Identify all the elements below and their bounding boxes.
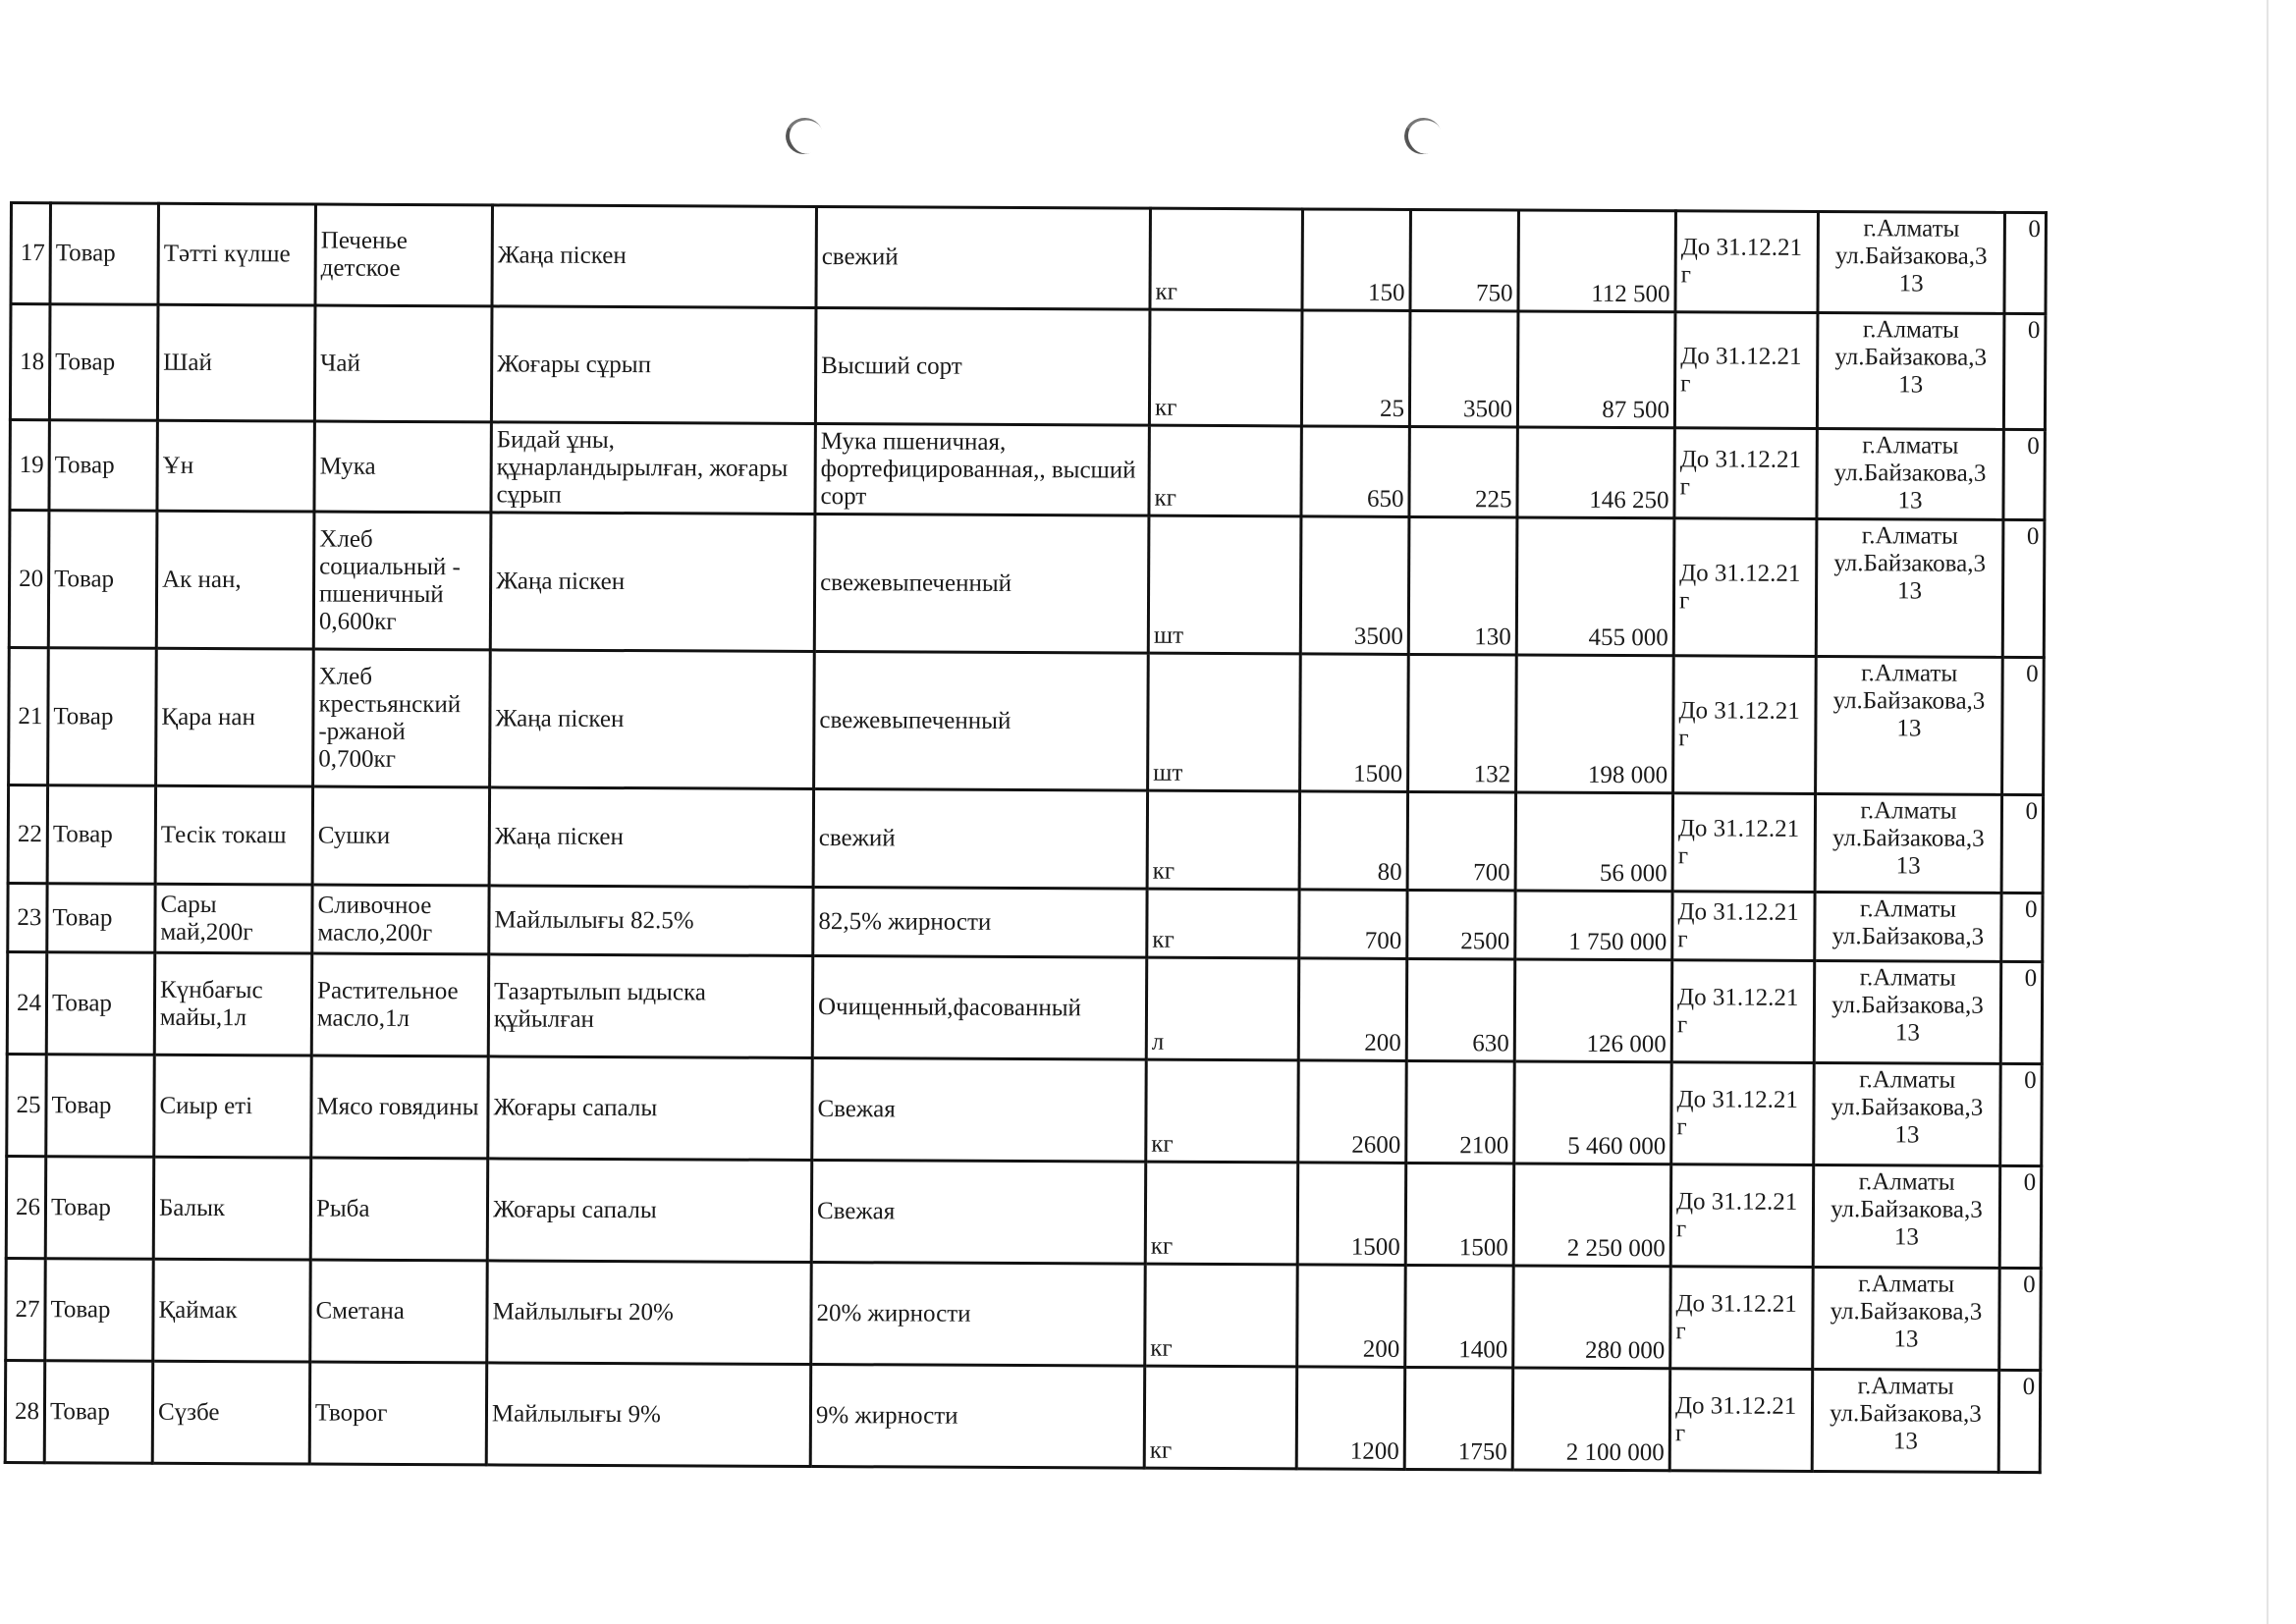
due-date-cell: До 31.12.21 г — [1672, 892, 1815, 961]
name-russian: Растительное масло,1л — [311, 953, 489, 1056]
table-row — [7, 1054, 2042, 1165]
address-cell: г.Алматы ул.Байзакова,3 13 — [1818, 211, 2005, 313]
name-kazakh: Сары май,200г — [155, 884, 312, 953]
unit-cell: кг — [1149, 425, 1301, 516]
name-kazakh: Ұн — [157, 420, 314, 512]
row-number: 18 — [10, 304, 50, 420]
due-date-cell: До 31.12.21 г — [1673, 518, 1817, 657]
address-cell: г.Алматы ул.Байзакова,3 13 — [1812, 1369, 1999, 1472]
row-number: 23 — [8, 883, 47, 951]
quantity-cell: 25 — [1301, 310, 1410, 427]
table-row — [10, 304, 2046, 430]
table-row — [9, 648, 2045, 795]
quantity-cell: 150 — [1302, 209, 1411, 311]
unit-cell: кг — [1144, 1366, 1297, 1469]
address-cell: г.Алматы ул.Байзакова,3 13 — [1817, 312, 2004, 429]
scan-edge — [2267, 0, 2269, 1624]
name-kazakh: Тесік токаш — [155, 785, 312, 885]
extra-cell: 0 — [2002, 519, 2045, 657]
spec-kazakh: Жаңа піскен — [489, 787, 813, 888]
unit-cell: шт — [1148, 515, 1301, 654]
row-type: Товар — [45, 1259, 154, 1362]
row-number: 25 — [7, 1054, 47, 1156]
spec-russian: Свежая — [811, 1161, 1146, 1265]
extra-cell: 0 — [2000, 1063, 2043, 1165]
table-row — [6, 1258, 2041, 1370]
spec-kazakh: Жоғары сұрып — [491, 306, 816, 424]
quantity-cell: 3500 — [1300, 516, 1409, 655]
price-cell: 1750 — [1404, 1367, 1513, 1470]
goods-table — [4, 201, 2048, 1474]
sum-cell: 280 000 — [1513, 1266, 1671, 1369]
name-kazakh: Ак нан, — [156, 511, 314, 649]
quantity-cell: 200 — [1298, 958, 1407, 1061]
table-row — [8, 883, 2043, 961]
row-type: Товар — [45, 1157, 154, 1260]
price-cell: 2500 — [1407, 890, 1515, 959]
due-date-cell: До 31.12.21 г — [1673, 656, 1817, 794]
unit-cell: л — [1146, 957, 1299, 1060]
row-type: Товар — [47, 785, 155, 885]
price-cell: 750 — [1410, 209, 1519, 311]
spec-kazakh: Майлылығы 9% — [486, 1363, 811, 1467]
due-date-cell: До 31.12.21 г — [1674, 428, 1817, 519]
row-number: 20 — [9, 511, 49, 648]
spec-kazakh: Жаңа піскен — [490, 650, 815, 789]
spec-kazakh: Тазартылып ыдыска құйылған — [488, 954, 813, 1058]
name-kazakh: Қара нан — [156, 648, 314, 786]
quantity-cell: 80 — [1299, 791, 1407, 891]
row-type: Товар — [44, 1361, 153, 1464]
spec-russian: свежий — [816, 207, 1150, 310]
row-number: 26 — [6, 1156, 46, 1258]
table-row — [9, 511, 2045, 658]
price-cell: 3500 — [1409, 310, 1518, 427]
spec-russian: Очищенный,фасованный — [812, 956, 1147, 1060]
price-cell: 130 — [1408, 516, 1517, 655]
row-number: 21 — [9, 648, 49, 785]
name-kazakh: Балык — [153, 1157, 311, 1260]
quantity-cell: 700 — [1299, 890, 1407, 959]
sum-cell: 112 500 — [1518, 210, 1676, 312]
unit-cell: шт — [1148, 653, 1301, 791]
extra-cell: 0 — [1998, 1370, 2041, 1472]
unit-cell: кг — [1146, 1059, 1299, 1163]
row-number: 17 — [11, 203, 51, 304]
address-cell: г.Алматы ул.Байзакова,3 13 — [1817, 428, 2003, 519]
extra-cell: 0 — [2003, 429, 2045, 519]
spec-kazakh: Майлылығы 82.5% — [489, 886, 813, 956]
quantity-cell: 1500 — [1300, 654, 1409, 792]
due-date-cell: До 31.12.21 г — [1670, 1267, 1814, 1370]
table-row — [8, 785, 2043, 893]
extra-cell: 0 — [2003, 313, 2046, 429]
address-cell: г.Алматы ул.Байзакова,3 13 — [1816, 656, 2003, 794]
price-cell: 630 — [1406, 958, 1515, 1061]
spec-kazakh: Бидай ұны, құнарландырылған, жоғары сұрып — [491, 422, 815, 514]
row-type: Товар — [49, 420, 157, 512]
price-cell: 1500 — [1405, 1163, 1514, 1266]
spec-russian: Свежая — [812, 1058, 1147, 1163]
unit-cell: кг — [1147, 790, 1299, 890]
quantity-cell: 2600 — [1298, 1060, 1407, 1164]
address-cell: г.Алматы ул.Байзакова,3 13 — [1814, 960, 2001, 1063]
spec-russian: Мука пшеничная, фортефицированная,, высший сорт — [815, 424, 1149, 516]
spec-kazakh: Майлылығы 20% — [487, 1261, 812, 1365]
spec-russian: 20% жирности — [811, 1263, 1146, 1367]
unit-cell: кг — [1150, 208, 1303, 310]
table-row — [5, 1360, 2040, 1472]
price-cell: 700 — [1407, 791, 1515, 891]
name-russian: Хлеб крестьянский -ржаной 0,700кг — [313, 649, 491, 787]
unit-cell: кг — [1145, 1162, 1298, 1265]
table-row — [7, 951, 2042, 1063]
name-kazakh: Сиыр еті — [154, 1055, 312, 1158]
punch-hole-right — [1399, 113, 1447, 160]
extra-cell: 0 — [2004, 212, 2047, 313]
row-number: 19 — [10, 420, 49, 511]
address-cell: г.Алматы ул.Байзакова,3 13 — [1815, 793, 2001, 893]
row-type: Товар — [49, 304, 158, 421]
name-kazakh: Тәтті күлше — [158, 203, 316, 305]
address-cell: г.Алматы ул.Байзакова,3 — [1815, 892, 2001, 961]
sum-cell: 2 250 000 — [1513, 1164, 1671, 1267]
row-type: Товар — [50, 203, 159, 305]
name-russian: Печенье детское — [315, 204, 493, 306]
unit-cell: кг — [1145, 1264, 1298, 1367]
spec-russian: Высший сорт — [815, 308, 1150, 426]
row-number: 28 — [5, 1360, 45, 1462]
spec-russian: свежий — [813, 789, 1147, 890]
due-date-cell: До 31.12.21 г — [1669, 1369, 1813, 1472]
sum-cell: 5 460 000 — [1514, 1061, 1672, 1164]
name-russian: Мясо говядины — [311, 1056, 489, 1159]
spec-russian: 9% жирности — [810, 1365, 1145, 1469]
extra-cell: 0 — [2002, 657, 2045, 794]
sum-cell: 146 250 — [1517, 427, 1674, 518]
table-row — [6, 1156, 2041, 1268]
due-date-cell: До 31.12.21 г — [1675, 211, 1819, 313]
table-row — [11, 203, 2046, 314]
spec-kazakh: Жаңа піскен — [492, 205, 816, 308]
due-date-cell: До 31.12.21 г — [1671, 1062, 1815, 1165]
name-russian: Сливочное масло,200г — [312, 885, 489, 954]
due-date-cell: До 31.12.21 г — [1672, 793, 1815, 893]
sum-cell: 87 500 — [1517, 311, 1675, 428]
sum-cell: 2 100 000 — [1512, 1368, 1670, 1471]
price-cell: 132 — [1408, 654, 1517, 792]
address-cell: г.Алматы ул.Байзакова,3 13 — [1816, 518, 2003, 657]
punch-hole-left — [781, 113, 828, 160]
unit-cell: кг — [1149, 309, 1302, 426]
row-type: Товар — [48, 648, 157, 786]
sum-cell: 126 000 — [1514, 959, 1672, 1062]
spec-kazakh: Жаңа піскен — [490, 513, 815, 652]
name-kazakh: Қаймак — [153, 1259, 311, 1362]
spec-russian: 82,5% жирности — [813, 888, 1147, 958]
name-russian: Сушки — [312, 786, 489, 886]
quantity-cell: 1200 — [1296, 1367, 1405, 1470]
spec-russian: свежевыпеченный — [814, 514, 1149, 654]
sum-cell: 455 000 — [1516, 517, 1674, 656]
spec-kazakh: Жоғары сапалы — [487, 1159, 812, 1263]
name-russian: Хлеб социальный - пшеничный 0,600кг — [313, 512, 491, 650]
extra-cell: 0 — [2000, 961, 2043, 1063]
price-cell: 225 — [1409, 426, 1517, 517]
name-kazakh: Сүзбе — [152, 1361, 310, 1464]
spec-kazakh: Жоғары сапалы — [488, 1056, 813, 1161]
row-type: Товар — [46, 1055, 155, 1158]
table-row — [10, 420, 2045, 520]
name-russian: Сметана — [310, 1260, 488, 1363]
due-date-cell: До 31.12.21 г — [1674, 312, 1818, 429]
row-type: Товар — [48, 511, 157, 649]
name-kazakh: Күнбағыс майы,1л — [154, 952, 312, 1056]
row-type: Товар — [47, 884, 155, 953]
name-russian: Чай — [314, 305, 492, 422]
name-kazakh: Шай — [157, 304, 315, 421]
address-cell: г.Алматы ул.Байзакова,3 13 — [1814, 1062, 2001, 1165]
price-cell: 2100 — [1406, 1060, 1515, 1164]
row-type: Товар — [46, 952, 155, 1056]
address-cell: г.Алматы ул.Байзакова,3 13 — [1813, 1164, 2000, 1268]
row-number: 24 — [7, 951, 47, 1054]
extra-cell: 0 — [2001, 893, 2043, 961]
name-russian: Творог — [309, 1362, 487, 1465]
extra-cell: 0 — [1999, 1165, 2042, 1268]
name-russian: Мука — [314, 421, 491, 513]
extra-cell: 0 — [1999, 1268, 2042, 1370]
sum-cell: 56 000 — [1515, 792, 1672, 892]
name-russian: Рыба — [310, 1158, 488, 1261]
due-date-cell: До 31.12.21 г — [1670, 1164, 1814, 1268]
due-date-cell: До 31.12.21 г — [1671, 960, 1815, 1063]
sum-cell: 198 000 — [1516, 655, 1674, 793]
row-number: 27 — [6, 1258, 46, 1360]
sum-cell: 1 750 000 — [1515, 891, 1672, 960]
row-number: 22 — [8, 785, 47, 884]
quantity-cell: 650 — [1301, 426, 1409, 517]
quantity-cell: 1500 — [1297, 1163, 1406, 1266]
quantity-cell: 200 — [1297, 1265, 1406, 1368]
extra-cell: 0 — [2001, 794, 2043, 893]
address-cell: г.Алматы ул.Байзакова,3 13 — [1813, 1267, 2000, 1370]
unit-cell: кг — [1147, 889, 1299, 958]
price-cell: 1400 — [1405, 1265, 1514, 1368]
spec-russian: свежевыпеченный — [814, 652, 1149, 791]
